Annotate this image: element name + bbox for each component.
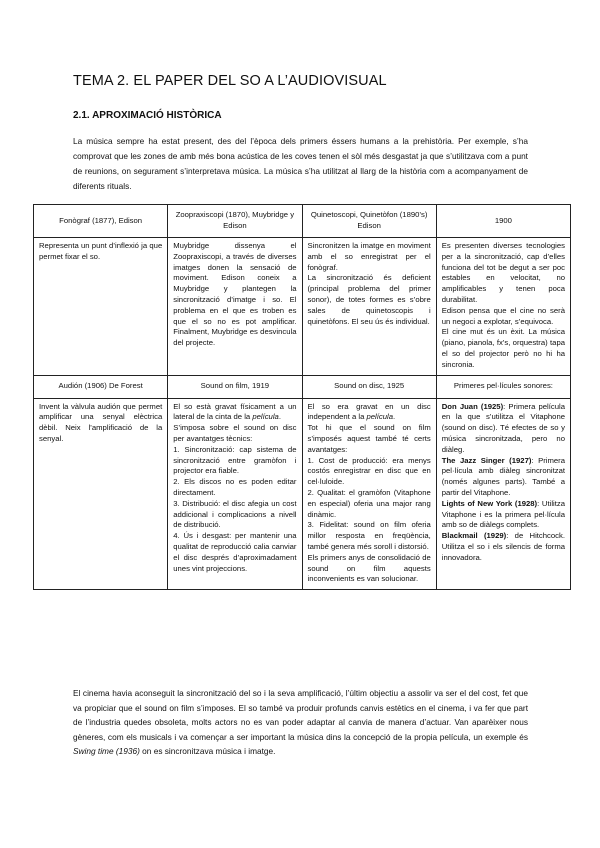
table-header-row [34,205,571,238]
text: El cinema havia aconseguit la sincronització del so i la seva amplificació, l’últim objectiu a assolir va ser el del cost, fet que va propiciar que el sound on film s’imposes. El so també va produir profunds canvis estètics en el cinema, i va fer que part de l’industria quedes obsoleta, molts actors no es van poder adaptar al canvia de manera d’actuar. Van aparèixer nous gèneres, com els musicals i va començar a ser important la música dins la concepció de la propia película, un exemple és [73,688,528,742]
film-title: Lights of New York (1928) [441,498,538,508]
table-cell-1900 [436,238,570,376]
cell-paragraph: La sincronització és deficient (principal problema del primer sonor), de totes formes es s’obre sales de quinetoscopis i quinetòfons. El seu ús és individual. [307,273,431,326]
table-cell-fonograf: Representa un punt d’inflexió ja que permet fixar el so. [34,238,168,376]
emphasis: película [252,412,279,422]
table-header-cell: Sound on disc, 1925 [302,375,436,398]
text: . [278,412,281,422]
text: on es sincronitzava música i imatge. [139,746,276,757]
film-description: : Utilitza Vitaphone i es la primera pel·lícula amb so de diàlegs complets. [441,498,565,530]
cell-paragraph [173,402,296,424]
cell-paragraph: Els primers anys de consolidació de sound on film aquests inconvenients es van solucionar. [307,552,431,584]
table-row [34,398,571,590]
table-cell-zoopraxiscopi: Muybridge dissenya el Zoopraxiscopi, a través de diverses imatges donen la sensació de moviment. Edison coneix a Muybridge y plantegen la sincronització d’imatge i so. El problema en el que es troben es que el so no es pot amplificar. Finalment, Muybridge es desvincula del projecte. [168,238,302,376]
table-header-cell: Quinetoscopi, Quinetòfon (1890’s) Edison [302,205,436,238]
list-item: 4. Ús i desgast: per mantenir una qualitat de reproducció calia canviar el disc després d’aproximadament unes vint projeccions. [173,531,297,573]
table-cell-first-sound-films [436,398,570,590]
cell-paragraph [308,402,431,424]
table-cell-quinetoscopi [302,238,436,376]
intro-paragraph: La música sempre ha estat present, des del l’època dels primers éssers humans a la prehistòria. Per exemple, s’ha comprovat que les zones de amb més bona acústica de les coves tenen el sòl més desgastat ja que s’utilitzava com a punt de reunions, on segurament s’interpretava música. La música s’ha utilitzat al llarg de la història com a acompanyament de diferents rituals. [73,136,528,191]
table-header-cell: Audión (1906) De Forest [34,375,168,398]
film-entry [442,499,565,531]
section-heading: 2.1. APROXIMACIÓ HISTÒRICA [73,110,222,121]
film-title: Blackmail (1929) [441,531,507,541]
list-item: 2. Els discos no es poden editar directament. [173,477,297,497]
film-description: : de Hitchcock. Utilitza el so i els silencis de forma innovadora. [441,531,565,562]
film-description: : Primera pel·lícula amb diàleg sincronitzat (només algunes parts). També a partir del Vitaphone. [441,455,565,497]
cell-paragraph: El cine mut és un èxit. La música (piano, pianola, fx’s, orquestra) tapa el so del projector però no hi ha sincronia. [441,327,565,369]
film-title: Don Juan (1925) [441,401,504,411]
cell-paragraph: Es presenten diverses tecnologies per a la sincronització, cap d’elles funciona del tot be degut a ser poc estables en velocitat, no amplificables y tenen poca durabilitat. [441,241,565,304]
history-table [33,204,571,590]
cell-paragraph: Tot hi que el sound on film s’imposés aquest també té certs avantatges: [307,423,431,454]
table-cell-sound-on-film [168,398,302,590]
table-header-cell: Sound on film, 1919 [168,375,302,398]
text: El so era gravat en un disc independent a la [307,401,431,422]
table-row [34,238,571,376]
film-entry [442,531,565,563]
cell-paragraph: Sincronitzen la imatge en moviment amb el so enregistrat per el fonògraf. [307,241,431,272]
table-cell-audion: Invent la vàlvula audión que permet amplificar una senyal elèctrica dèbil. Neix l’amplificació de la senyal. [34,398,168,590]
table-header-cell: Fonògraf (1877), Edison [34,205,168,238]
text: El so està gravat físicament a un lateral de la cinta de la [173,401,297,422]
closing-paragraph [73,686,528,759]
film-entry [442,456,565,499]
table-header-row [34,375,571,398]
list-item: 2. Qualitat: el gramòfon (Vitaphone en especial) oferia una major rang dinàmic. [307,487,431,519]
cell-paragraph: S’imposa sobre el sound on disc per avantatges tècnics: [173,423,297,443]
emphasis: Swing time (1936) [73,746,140,757]
table-cell-sound-on-disc [302,398,436,590]
doc-title: TEMA 2. EL PAPER DEL SO A L’AUDIOVISUAL [73,73,387,89]
list-item: 1. Sincronització: cap sistema de sincronització entre gramòfon i projector era fiable. [173,444,297,476]
film-title: The Jazz Singer (1927) [441,455,532,465]
cell-paragraph: Edison pensa que el cine no serà un negoci a explotar, s’equivoca. [441,305,565,326]
list-item: 3. Fidelitat: sound on film oferia millor resposta en freqüència, també genera més soroll i distorsió. [307,520,431,551]
table-header-cell: 1900 [436,205,570,238]
table-header-cell: Zoopraxiscopi (1870), Muybridge y Edison [168,205,302,238]
table-header-cell: Primeres pel·lícules sonores: [436,375,570,398]
film-entry [442,402,565,456]
text: . [393,412,396,422]
list-item: 3. Distribució: el disc afegia un cost addicional i complicacions a nivell de distribució. [173,498,297,530]
emphasis: película [366,412,393,422]
film-description: : Primera película en la que s’utilitza el Vitaphone (sound on disc). Té efectes de so y música sincronitzada, pero no diàleg. [441,401,565,454]
list-item: 1. Cost de producció: era menys costós enregistrar en disc que en cel·luloide. [307,455,431,487]
